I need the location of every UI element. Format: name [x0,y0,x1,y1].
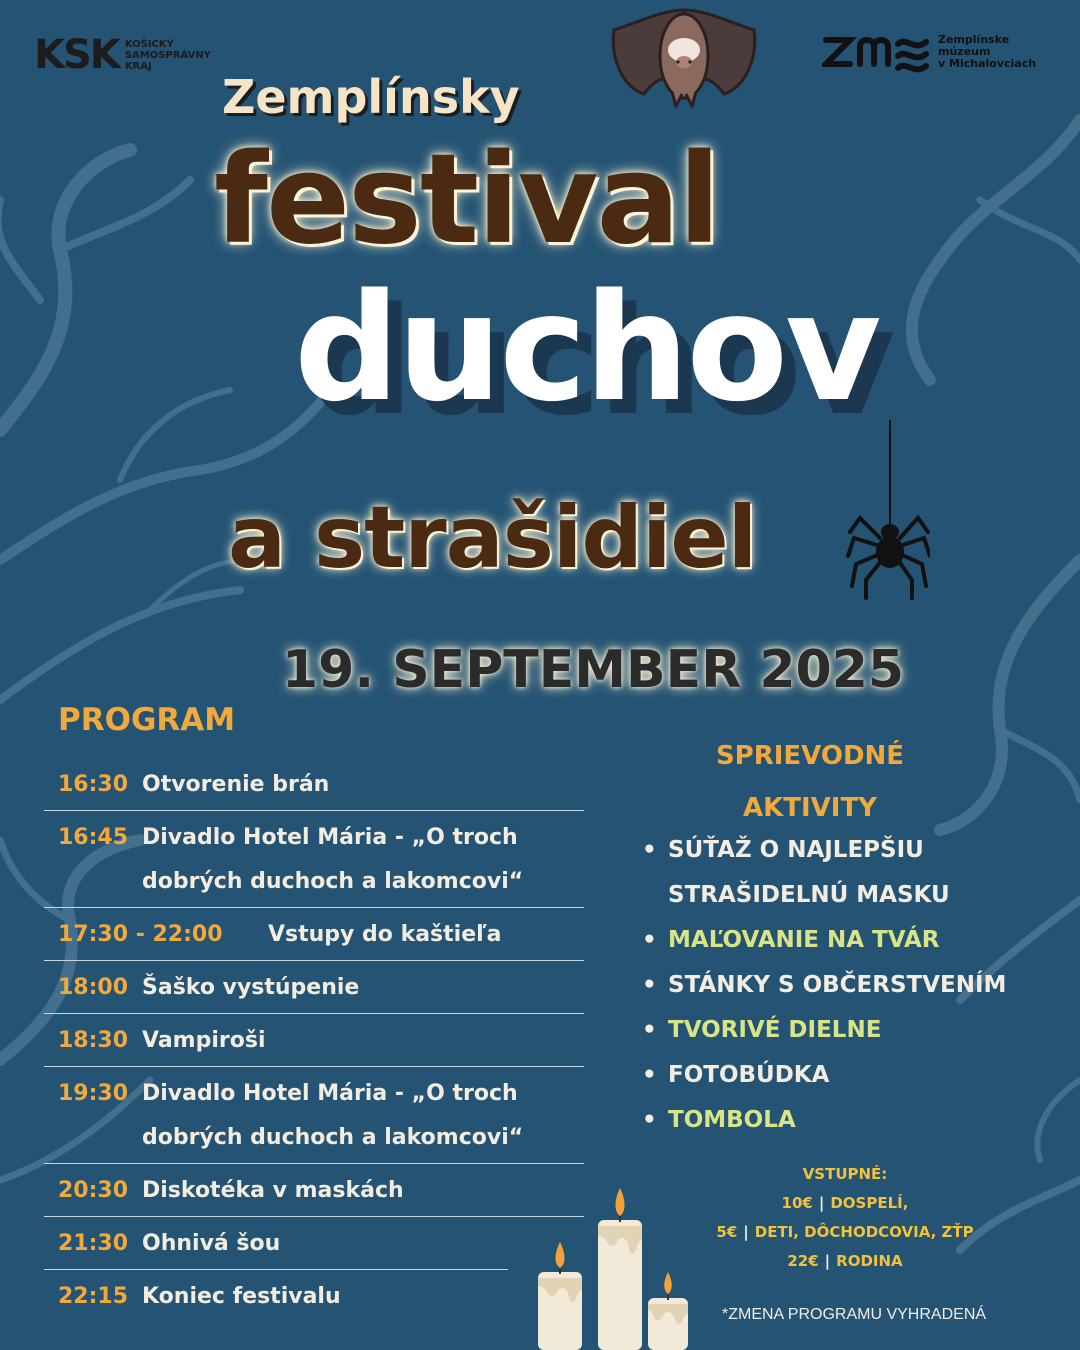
fees-heading: VSTUPNÉ: [802,1165,888,1183]
title-line-strasidiel: a strašidiel [228,488,757,588]
program-time: 18:30 [58,1027,129,1053]
program-row [44,908,584,961]
program-change-note: *ZMENA PROGRAMU VYHRADENÁ [722,1306,987,1323]
program-text: Vstupy do kaštieľa [268,921,502,947]
candles-icon [530,1180,700,1350]
activities-list [642,828,1006,1143]
program-time: 16:30 [58,771,129,797]
program-text: Koniec festivalu [142,1283,341,1309]
admission-fees [690,1160,1000,1276]
activity-item: • FOTOBÚDKA [642,1062,830,1088]
program-text: Divadlo Hotel Mária - „O troch [142,824,518,850]
title-line-zemplinsky: Zemplínsky [222,70,520,124]
program-list [44,758,584,1322]
program-text: Divadlo Hotel Mária - „O troch [142,1080,518,1106]
activities-heading: SPRIEVODNÉ AKTIVITY [715,741,905,823]
fee-row: 10€ | DOSPELÍ, [781,1194,909,1212]
ksk-logo-text: KOŠICKÝ SAMOSPRÁVNY KRAJ [124,38,211,72]
program-time: 19:30 [58,1080,129,1106]
title-line-duchov: duchov [294,262,879,434]
program-row [44,1014,584,1067]
program-time: 18:00 [58,974,129,1000]
activity-item: • MAĽOVANIE NA TVÁR [642,927,940,953]
program-text: Otvorenie brán [142,771,330,797]
bat-icon [604,0,764,108]
program-row [44,1164,584,1217]
activity-item: • STÁNKY S OBČERSTVENÍM [642,972,1007,998]
program-time: 20:30 [58,1177,129,1203]
program-text: Vampiroši [142,1027,266,1053]
activity-item: • SÚŤAŽ O NAJLEPŠIU [642,837,924,863]
ksk-logo [34,32,225,78]
program-time: 21:30 [58,1230,129,1256]
fee-row: 5€ | DETI, DÔCHODCOVIA, ZŤP [716,1223,974,1241]
program-time: 22:15 [58,1283,129,1309]
event-date: 19. SEPTEMBER 2025 [282,640,905,700]
zm-logo-text: Zemplínske múzeum v Michalovciach [938,33,1037,70]
activity-item: • TVORIVÉ DIELNE [642,1017,882,1043]
program-text-continued: dobrých duchoch a lakomcovi“ [142,1124,524,1150]
program-text: Diskotéka v maskách [142,1177,404,1203]
zemplinske-muzeum-logo [822,30,1058,74]
ksk-logo-mark: KSK [34,32,119,78]
activity-item: • TOMBOLA [642,1107,796,1133]
program-time: 17:30 - 22:00 [58,921,223,947]
program-time: 16:45 [58,824,129,850]
program-row [44,758,584,811]
spider-icon [846,420,930,602]
zm-logo-mark [822,30,930,74]
program-row [44,1067,584,1164]
program-heading: PROGRAM [58,702,236,738]
program-row [44,961,584,1014]
program-text: Ohnivá šou [142,1230,281,1256]
program-row [44,1217,508,1270]
program-row [44,811,584,908]
program-text: Šaško vystúpenie [142,974,360,1000]
fee-row: 22€ | RODINA [787,1252,903,1270]
activity-item-continued: STRAŠIDELNÚ MASKU [668,882,950,908]
title-line-festival: festival [214,128,719,272]
program-row [44,1270,584,1322]
program-text-continued: dobrých duchoch a lakomcovi“ [142,868,524,894]
